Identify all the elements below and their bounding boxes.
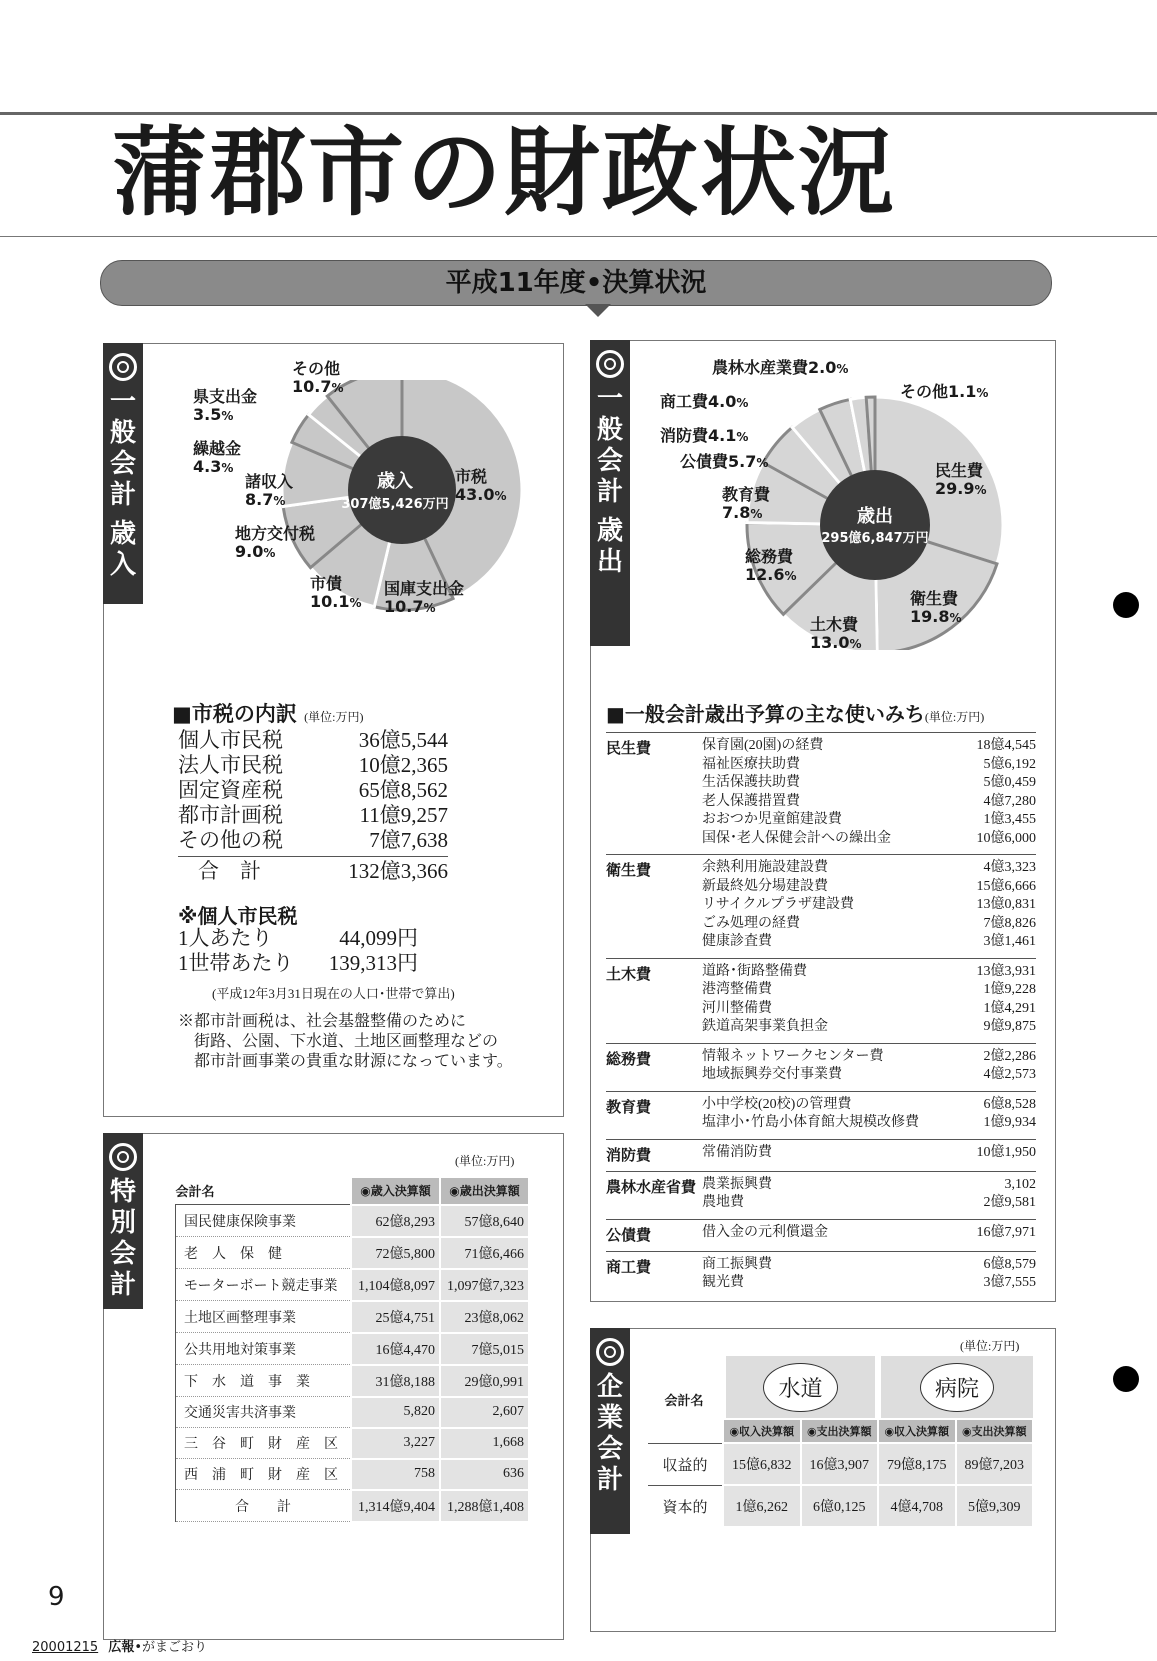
revenue-footnote: ※都市計画税は、社会基盤整備のために 街路、公園、下水道、土地区画整理などの 都市計画事業の貴重な財源になっています。 xyxy=(178,1013,513,1070)
double-circle-icon xyxy=(109,353,137,381)
uses-item: 農地費 2億9,581 xyxy=(702,1195,1036,1210)
percap-table xyxy=(178,926,418,976)
uses-category-block xyxy=(606,1251,1036,1299)
special-cell-income: 1,314億9,404 xyxy=(351,1490,440,1522)
exp-slice-label-8: 農林水産業費2.0% xyxy=(712,358,849,377)
special-cell-income: 5,820 xyxy=(351,1397,440,1428)
enterprise-row-name: 資本的 xyxy=(648,1485,723,1527)
special-cell-name: 老 人 保 健 xyxy=(176,1237,351,1269)
special-header-row xyxy=(176,1177,530,1205)
rev-slice-label-1: 国庫支出金 10.7% xyxy=(384,579,465,616)
uses-item: 鉄道高架事業負担金 9億9,875 xyxy=(702,1019,1036,1034)
binding-hole-icon xyxy=(1113,592,1139,618)
uses-item: 国保･老人保健会計への繰出金 10億6,000 xyxy=(702,830,1036,846)
special-row xyxy=(176,1397,530,1428)
enterprise-cell: 89億7,203 xyxy=(956,1443,1034,1485)
uses-category-block xyxy=(606,958,1036,1043)
uses-item: 生活保護扶助費 5億0,459 xyxy=(702,775,1036,790)
tax-table xyxy=(178,728,448,884)
uses-category: 総務費 xyxy=(606,1049,652,1068)
special-total-row xyxy=(176,1490,530,1522)
uses-category-block xyxy=(606,1139,1036,1171)
double-circle-icon xyxy=(596,350,624,378)
uses-category: 衛生費 xyxy=(606,861,652,879)
special-cell-name: 合 計 xyxy=(176,1490,351,1522)
uses-category: 土木費 xyxy=(606,964,652,983)
expenditure-tab xyxy=(590,340,630,646)
enterprise-cell: 1億6,262 xyxy=(723,1485,801,1527)
special-cell-expense: 1,668 xyxy=(440,1428,529,1459)
percap-title: ※個人市民税 xyxy=(178,904,298,928)
special-cell-expense: 1,288億1,408 xyxy=(440,1490,529,1522)
special-cell-expense: 71億6,466 xyxy=(440,1237,529,1269)
enterprise-cell: 4億4,708 xyxy=(878,1485,956,1527)
enterprise-cell: 5億9,309 xyxy=(956,1485,1034,1527)
tax-total-row: 合 計 132億3,366 xyxy=(178,856,448,884)
section-banner xyxy=(100,260,1052,306)
uses-unit: (単位:万円) xyxy=(924,710,985,724)
special-row xyxy=(176,1333,530,1365)
special-cell-expense: 636 xyxy=(440,1459,529,1490)
tax-row: 法人市民税 10億2,365 xyxy=(178,753,448,777)
special-cell-expense: 7億5,015 xyxy=(440,1333,529,1365)
exp-slice-label-6: 消防費4.1% xyxy=(660,426,749,445)
exp-slice-label-2: 土木費 13.0% xyxy=(810,615,862,652)
page-number: 9 xyxy=(48,1582,65,1612)
enterprise-group-header xyxy=(723,1356,878,1419)
special-tab xyxy=(103,1133,143,1309)
special-cell-name: 交通災害共済事業 xyxy=(176,1397,351,1428)
enterprise-row xyxy=(648,1485,1033,1527)
enterprise-unit: (単位:万円) xyxy=(960,1339,1020,1353)
enterprise-tab-text: 企 業 会 計 xyxy=(596,1372,623,1495)
special-cell-expense: 2,607 xyxy=(440,1397,529,1428)
special-header-income: ◉歳入決算額 xyxy=(351,1177,440,1205)
enterprise-row-name: 収益的 xyxy=(648,1443,723,1485)
uses-item: 河川整備費 1億4,291 xyxy=(702,1000,1036,1016)
enterprise-tab xyxy=(590,1328,630,1534)
page-title: 蒲郡市の財政状況 xyxy=(112,117,896,229)
special-cell-income: 62億8,293 xyxy=(351,1205,440,1237)
uses-item: 農業振興費 3,102 xyxy=(702,1176,1036,1192)
special-header-expense: ◉歳出決算額 xyxy=(440,1177,529,1205)
revenue-center-label: 歳入 xyxy=(377,471,413,492)
uses-item: 小中学校(20校)の管理費 6億8,528 xyxy=(702,1096,1036,1112)
exp-slice-label-4: 教育費 7.8% xyxy=(722,485,771,522)
special-cell-expense: 23億8,062 xyxy=(440,1301,529,1333)
enterprise-row xyxy=(648,1443,1033,1485)
uses-item: 福祉医療扶助費 5億6,192 xyxy=(702,756,1036,772)
uses-item: 観光費 3億7,555 xyxy=(702,1275,1036,1290)
tax-row: 固定資産税 65億8,562 xyxy=(178,778,448,802)
special-row xyxy=(176,1459,530,1490)
rev-slice-label-4: 諸収入 8.7% xyxy=(245,472,294,509)
special-row xyxy=(176,1205,530,1237)
uses-item: 道路･街路整備費 13億3,931 xyxy=(702,963,1036,979)
exp-slice-label-7: 商工費4.0% xyxy=(660,392,749,411)
rev-slice-label-5: 繰越金 4.3% xyxy=(193,439,242,476)
uses-item: 塩津小･竹島小体育館大規模改修費 1億9,934 xyxy=(702,1115,1036,1130)
special-cell-name: 国民健康保険事業 xyxy=(176,1205,351,1237)
uses-table xyxy=(606,732,1036,1299)
special-cell-income: 758 xyxy=(351,1459,440,1490)
uses-category-block xyxy=(606,1043,1036,1091)
enterprise-header-name: 会計名 xyxy=(664,1393,704,1409)
special-header-name: 会計名 xyxy=(176,1177,351,1205)
exp-slice-label-5: 公債費5.7% xyxy=(680,452,769,471)
double-circle-icon xyxy=(109,1143,137,1171)
tax-unit: (単位:万円) xyxy=(304,710,364,724)
binding-hole-icon xyxy=(1113,1366,1139,1392)
special-tab-text: 特 別 会 計 xyxy=(109,1177,136,1300)
uses-category-block xyxy=(606,1171,1036,1219)
uses-category-block xyxy=(606,854,1036,958)
rev-slice-label-2: 市債 10.1% xyxy=(310,574,362,611)
special-cell-expense: 29億0,991 xyxy=(440,1365,529,1397)
special-row xyxy=(176,1301,530,1333)
banner-arrow-icon xyxy=(585,304,611,317)
footer-publication: 広報 xyxy=(108,1640,135,1655)
uses-category: 教育費 xyxy=(606,1097,652,1116)
uses-item: 情報ネットワークセンター費 2億2,286 xyxy=(702,1048,1036,1064)
uses-item: おおつか児童館建設費 1億3,455 xyxy=(702,812,1036,827)
special-cell-name: 三 谷 町 財 産 区 xyxy=(176,1428,351,1459)
footer-date: 20001215 xyxy=(32,1640,99,1655)
uses-category: 商工費 xyxy=(606,1257,652,1276)
special-cell-name: 下 水 道 事 業 xyxy=(176,1365,351,1397)
revenue-tab xyxy=(103,343,143,604)
percap-note: (平成12年3月31日現在の人口･世帯で算出) xyxy=(212,986,455,1001)
enterprise-group-header xyxy=(878,1356,1033,1419)
special-cell-name: モーターボート競走事業 xyxy=(176,1269,351,1301)
percap-row: 1人あたり 44,099円 xyxy=(178,926,418,950)
revenue-tab-text: 一 般 会 計 歳 入 xyxy=(109,387,136,580)
uses-category: 民生費 xyxy=(606,739,652,757)
rev-slice-label-3: 地方交付税 9.0% xyxy=(235,524,316,561)
exp-slice-label-9: その他1.1% xyxy=(900,382,989,401)
enterprise-subheader: ◉収入決算額 xyxy=(878,1419,956,1443)
uses-item: 商工振興費 6億8,579 xyxy=(702,1256,1036,1272)
footer-sep: • xyxy=(134,1640,142,1655)
special-cell-name: 公共用地対策事業 xyxy=(176,1333,351,1365)
enterprise-group-oval: 水道 xyxy=(763,1363,837,1412)
special-cell-income: 72億5,800 xyxy=(351,1237,440,1269)
footer-line xyxy=(32,1636,207,1655)
special-row xyxy=(176,1269,530,1301)
tax-row: 都市計画税 11億9,257 xyxy=(178,803,448,827)
tax-row: その他の税 7億7,638 xyxy=(178,828,448,852)
rev-slice-label-7: その他 10.7% xyxy=(292,359,344,396)
uses-category-block xyxy=(606,1219,1036,1251)
percap-row: 1世帯あたり 139,313円 xyxy=(178,951,418,975)
uses-category-block xyxy=(606,732,1036,854)
rev-slice-label-0: 市税 43.0% xyxy=(455,467,507,504)
enterprise-subheader: ◉支出決算額 xyxy=(956,1419,1034,1443)
tax-breakdown-title: ■市税の内訳 (単位:万円) xyxy=(172,702,364,726)
footer-name: がまごおり xyxy=(142,1640,208,1655)
special-cell-income: 31億8,188 xyxy=(351,1365,440,1397)
exp-slice-label-1: 衛生費 19.8% xyxy=(910,589,962,626)
enterprise-table xyxy=(648,1356,1034,1528)
enterprise-subheader: ◉収入決算額 xyxy=(723,1419,801,1443)
top-rule xyxy=(0,112,1157,115)
uses-category: 農林水産省費 xyxy=(606,1177,697,1196)
special-cell-name: 西 浦 町 財 産 区 xyxy=(176,1459,351,1490)
expenditure-pie-chart xyxy=(740,390,1010,650)
uses-item: 地域振興券交付事業費 4億2,573 xyxy=(702,1067,1036,1082)
special-cell-expense: 57億8,640 xyxy=(440,1205,529,1237)
expenditure-center-label: 歳出 xyxy=(857,506,893,527)
special-row xyxy=(176,1428,530,1459)
title-rule xyxy=(0,236,1157,237)
special-cell-name: 土地区画整理事業 xyxy=(176,1301,351,1333)
uses-category-block xyxy=(606,1091,1036,1139)
special-cell-expense: 1,097億7,323 xyxy=(440,1269,529,1301)
enterprise-cell: 79億8,175 xyxy=(878,1443,956,1485)
exp-slice-label-0: 民生費 29.9% xyxy=(935,461,987,498)
enterprise-cell: 6億0,125 xyxy=(801,1485,879,1527)
enterprise-group-row xyxy=(648,1356,1033,1419)
rev-slice-label-6: 県支出金 3.5% xyxy=(193,387,258,424)
tax-row: 個人市民税 36億5,544 xyxy=(178,728,448,752)
banner-text: 平成11年度•決算状況 xyxy=(445,268,707,298)
uses-item: 借入金の元利償還金 16億7,971 xyxy=(702,1224,1036,1240)
uses-item: 健康診査費 3億1,461 xyxy=(702,934,1036,949)
double-circle-icon xyxy=(596,1338,624,1366)
exp-slice-label-3: 総務費 12.6% xyxy=(745,547,797,584)
expenditure-tab-text: 一 般 会 計 歳 出 xyxy=(596,384,623,577)
special-row xyxy=(176,1365,530,1397)
special-cell-income: 3,227 xyxy=(351,1428,440,1459)
special-cell-income: 1,104億8,097 xyxy=(351,1269,440,1301)
enterprise-group-oval: 病院 xyxy=(920,1363,994,1412)
enterprise-cell: 16億3,907 xyxy=(801,1443,879,1485)
special-row xyxy=(176,1237,530,1269)
special-cell-income: 16億4,470 xyxy=(351,1333,440,1365)
uses-item: 港湾整備費 1億9,228 xyxy=(702,982,1036,997)
uses-item: 新最終処分場建設費 15億6,666 xyxy=(702,878,1036,894)
special-cell-income: 25億4,751 xyxy=(351,1301,440,1333)
uses-title: ■一般会計歳出予算の主な使いみち(単位:万円) xyxy=(606,702,985,726)
special-unit: (単位:万円) xyxy=(455,1154,515,1168)
uses-category: 消防費 xyxy=(606,1145,652,1164)
uses-item: 余熱利用施設建設費 4億3,323 xyxy=(702,860,1036,875)
uses-item: 常備消防費 10億1,950 xyxy=(702,1144,1036,1160)
expenditure-center-amount: 295億6,847万円 xyxy=(821,531,929,546)
uses-item: 保育園(20園)の経費 18億4,545 xyxy=(702,738,1036,753)
uses-item: ごみ処理の経費 7億8,826 xyxy=(702,915,1036,931)
revenue-center-amount: 307億5,426万円 xyxy=(341,497,449,512)
special-table xyxy=(175,1176,530,1523)
uses-category: 公債費 xyxy=(606,1225,652,1244)
enterprise-subheader: ◉支出決算額 xyxy=(801,1419,879,1443)
enterprise-cell: 15億6,832 xyxy=(723,1443,801,1485)
uses-item: リサイクルプラザ建設費 13億0,831 xyxy=(702,897,1036,912)
uses-item: 老人保護措置費 4億7,280 xyxy=(702,793,1036,809)
